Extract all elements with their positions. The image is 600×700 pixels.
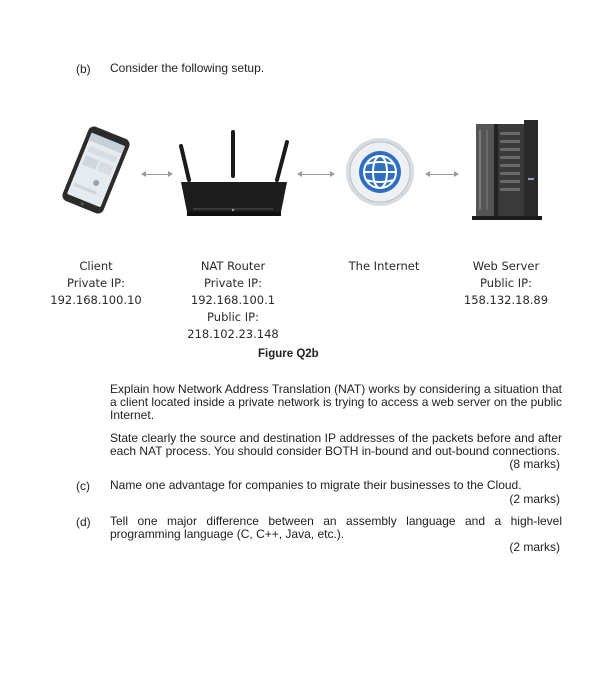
- client-title: Client: [79, 259, 113, 273]
- server-label: [452, 258, 560, 309]
- part-b-paragraph-2: State clearly the source and destination IP addresses of the packets before and after each NAT process. You should consider BOTH in-bound and out-bound connections.: [110, 431, 562, 458]
- connector-router-internet: [302, 174, 330, 175]
- tablet-icon: [56, 124, 136, 216]
- server-ip-label: Public IP:: [480, 276, 532, 290]
- part-b-paragraph-1: Explain how Network Address Translation (NAT) works by considering a situation that a client located inside a private network is trying to access a web server on the public Internet.: [110, 382, 562, 422]
- connector-internet-server: [430, 174, 454, 175]
- router-public-label: Public IP:: [207, 310, 259, 324]
- client-label: [40, 258, 152, 309]
- network-diagram: [0, 118, 600, 228]
- internet-label: [332, 258, 436, 275]
- client-ip: 192.168.100.10: [50, 293, 142, 307]
- internet-title: The Internet: [348, 259, 420, 273]
- router-label: [176, 258, 290, 343]
- part-c-text: Name one advantage for companies to migrate their businesses to the Cloud.: [110, 478, 522, 492]
- client-ip-label: Private IP:: [67, 276, 125, 290]
- part-c-label: (c): [76, 479, 90, 493]
- figure-caption: Figure Q2b: [258, 348, 319, 360]
- globe-icon: [344, 136, 416, 208]
- part-d-marks: (2 marks): [509, 540, 560, 554]
- connector-client-router: [146, 174, 168, 175]
- server-title: Web Server: [472, 259, 540, 273]
- part-b-marks: (8 marks): [509, 457, 560, 471]
- router-public-ip: 218.102.23.148: [187, 327, 279, 341]
- part-c-marks: (2 marks): [509, 492, 560, 506]
- server-icon: [468, 118, 546, 222]
- router-title: NAT Router: [200, 259, 266, 273]
- part-b-intro: Consider the following setup.: [110, 61, 265, 75]
- router-icon: [175, 124, 293, 220]
- part-b-label: (b): [76, 62, 91, 76]
- router-private-label: Private IP:: [204, 276, 262, 290]
- router-private-ip: 192.168.100.1: [190, 293, 276, 307]
- server-ip: 158.132.18.89: [463, 293, 549, 307]
- part-d-label: (d): [76, 515, 91, 529]
- part-d-text: Tell one major difference between an assembly language and a high-level programming language (C, C++, Java, etc.).: [110, 514, 562, 541]
